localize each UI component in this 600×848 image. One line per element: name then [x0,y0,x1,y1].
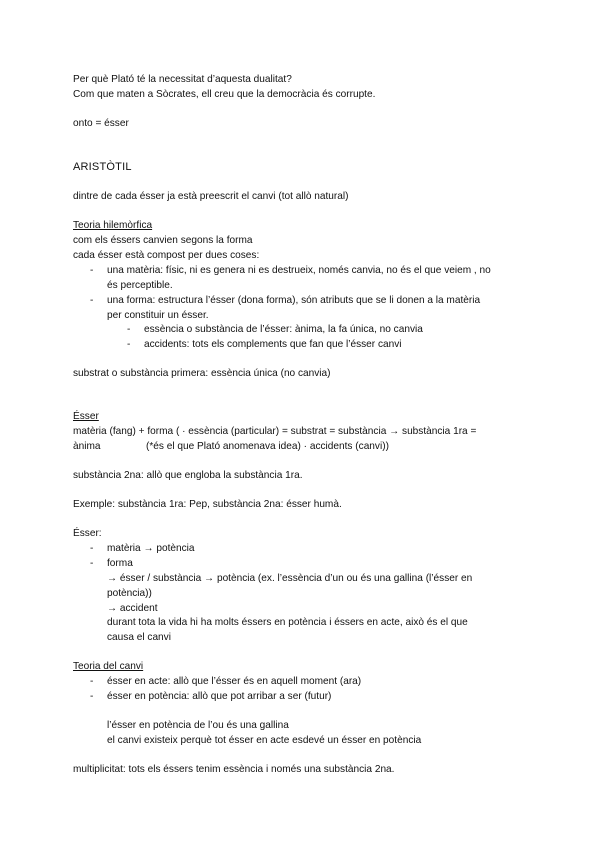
list-dash: - [90,295,94,306]
list-item-forma: una forma: estructura l’ésser (dona forma), són atributs que se li donen a la matèria [107,295,481,306]
sublist-item-essencia: essència o substància de l’ésser: ànima, la fa única, no canvia [144,324,423,335]
list-item-forma-cont: per constituir un ésser. [107,310,209,321]
example-line: l’ésser en potència de l’ou és una gallina [107,720,289,731]
definition-line: onto = ésser [73,118,129,129]
formula-line-word: ànima [73,441,101,452]
example-line: Exemple: substància 1ra: Pep, substància 2na: ésser humà. [73,499,342,510]
example-line: el canvi existeix perquè tot ésser en acte esdevé un ésser en potència [107,735,422,746]
body-line: com els éssers canvien segons la forma [73,235,253,246]
list-item-forma-detail: durant tota la vida hi ha molts éssers en potència i éssers en acte, això és el que [107,617,468,628]
list-item-forma-detail: → ésser / substància → potència (ex. l’essència d’un ou és una gallina (l’ésser en [107,573,473,584]
list-dash: - [127,339,131,350]
list-item-materia: una matèria: físic, ni es genera ni es destrueix, només canvia, no és el que veiem , no [107,265,491,276]
list-item-forma-detail: → accident [107,603,158,614]
formula-line: matèria (fang) + forma ( · essència (particular) = substrat = substància → substància 1ra = [73,426,477,437]
subheading-teoria-hilemorfica: Teoria hilemòrfica [73,220,153,231]
list-item-materia-cont: és perceptible. [107,280,173,291]
question-line: Per què Plató té la necessitat d’aquesta dualitat? [73,74,292,85]
list-item-esser-en-potencia: ésser en potència: allò que pot arribar a ser (futur) [107,691,332,702]
subheading-esser-list: Ésser: [73,528,102,539]
list-item-forma-detail: potència)) [107,588,152,599]
sublist-item-accidents: accidents: tots els complements que fan que l’ésser canvi [144,339,402,350]
body-line: substrat o substància primera: essència única (no canvia) [73,368,331,379]
subheading-teoria-del-canvi: Teoria del canvi [73,661,144,672]
body-line: multiplicitat: tots els éssers tenim essència i només una substància 2na. [73,764,395,775]
formula-line-note: (*és el que Plató anomenava idea) · accidents (canvi)) [146,441,389,452]
list-dash: - [127,324,131,335]
answer-line: Com que maten a Sòcrates, ell creu que la democràcia és corrupte. [73,89,376,100]
list-item-forma-detail: causa el canvi [107,632,171,643]
list-item-forma: forma [107,558,133,569]
body-line: substància 2na: allò que engloba la substància 1ra. [73,470,303,481]
body-line: dintre de cada ésser ja està preescrit el canvi (tot allò natural) [73,191,349,202]
subheading-esser: Ésser [73,411,99,422]
body-line: cada ésser està compost per dues coses: [73,250,260,261]
list-dash: - [90,558,94,569]
list-dash: - [90,676,94,687]
list-dash: - [90,265,94,276]
list-dash: - [90,543,94,554]
section-heading-aristotil: ARISTÒTIL [73,161,132,173]
list-dash: - [90,691,94,702]
list-item-materia-potencia: matèria → potència [107,543,195,554]
list-item-esser-en-acte: ésser en acte: allò que l’ésser és en aquell moment (ara) [107,676,362,687]
